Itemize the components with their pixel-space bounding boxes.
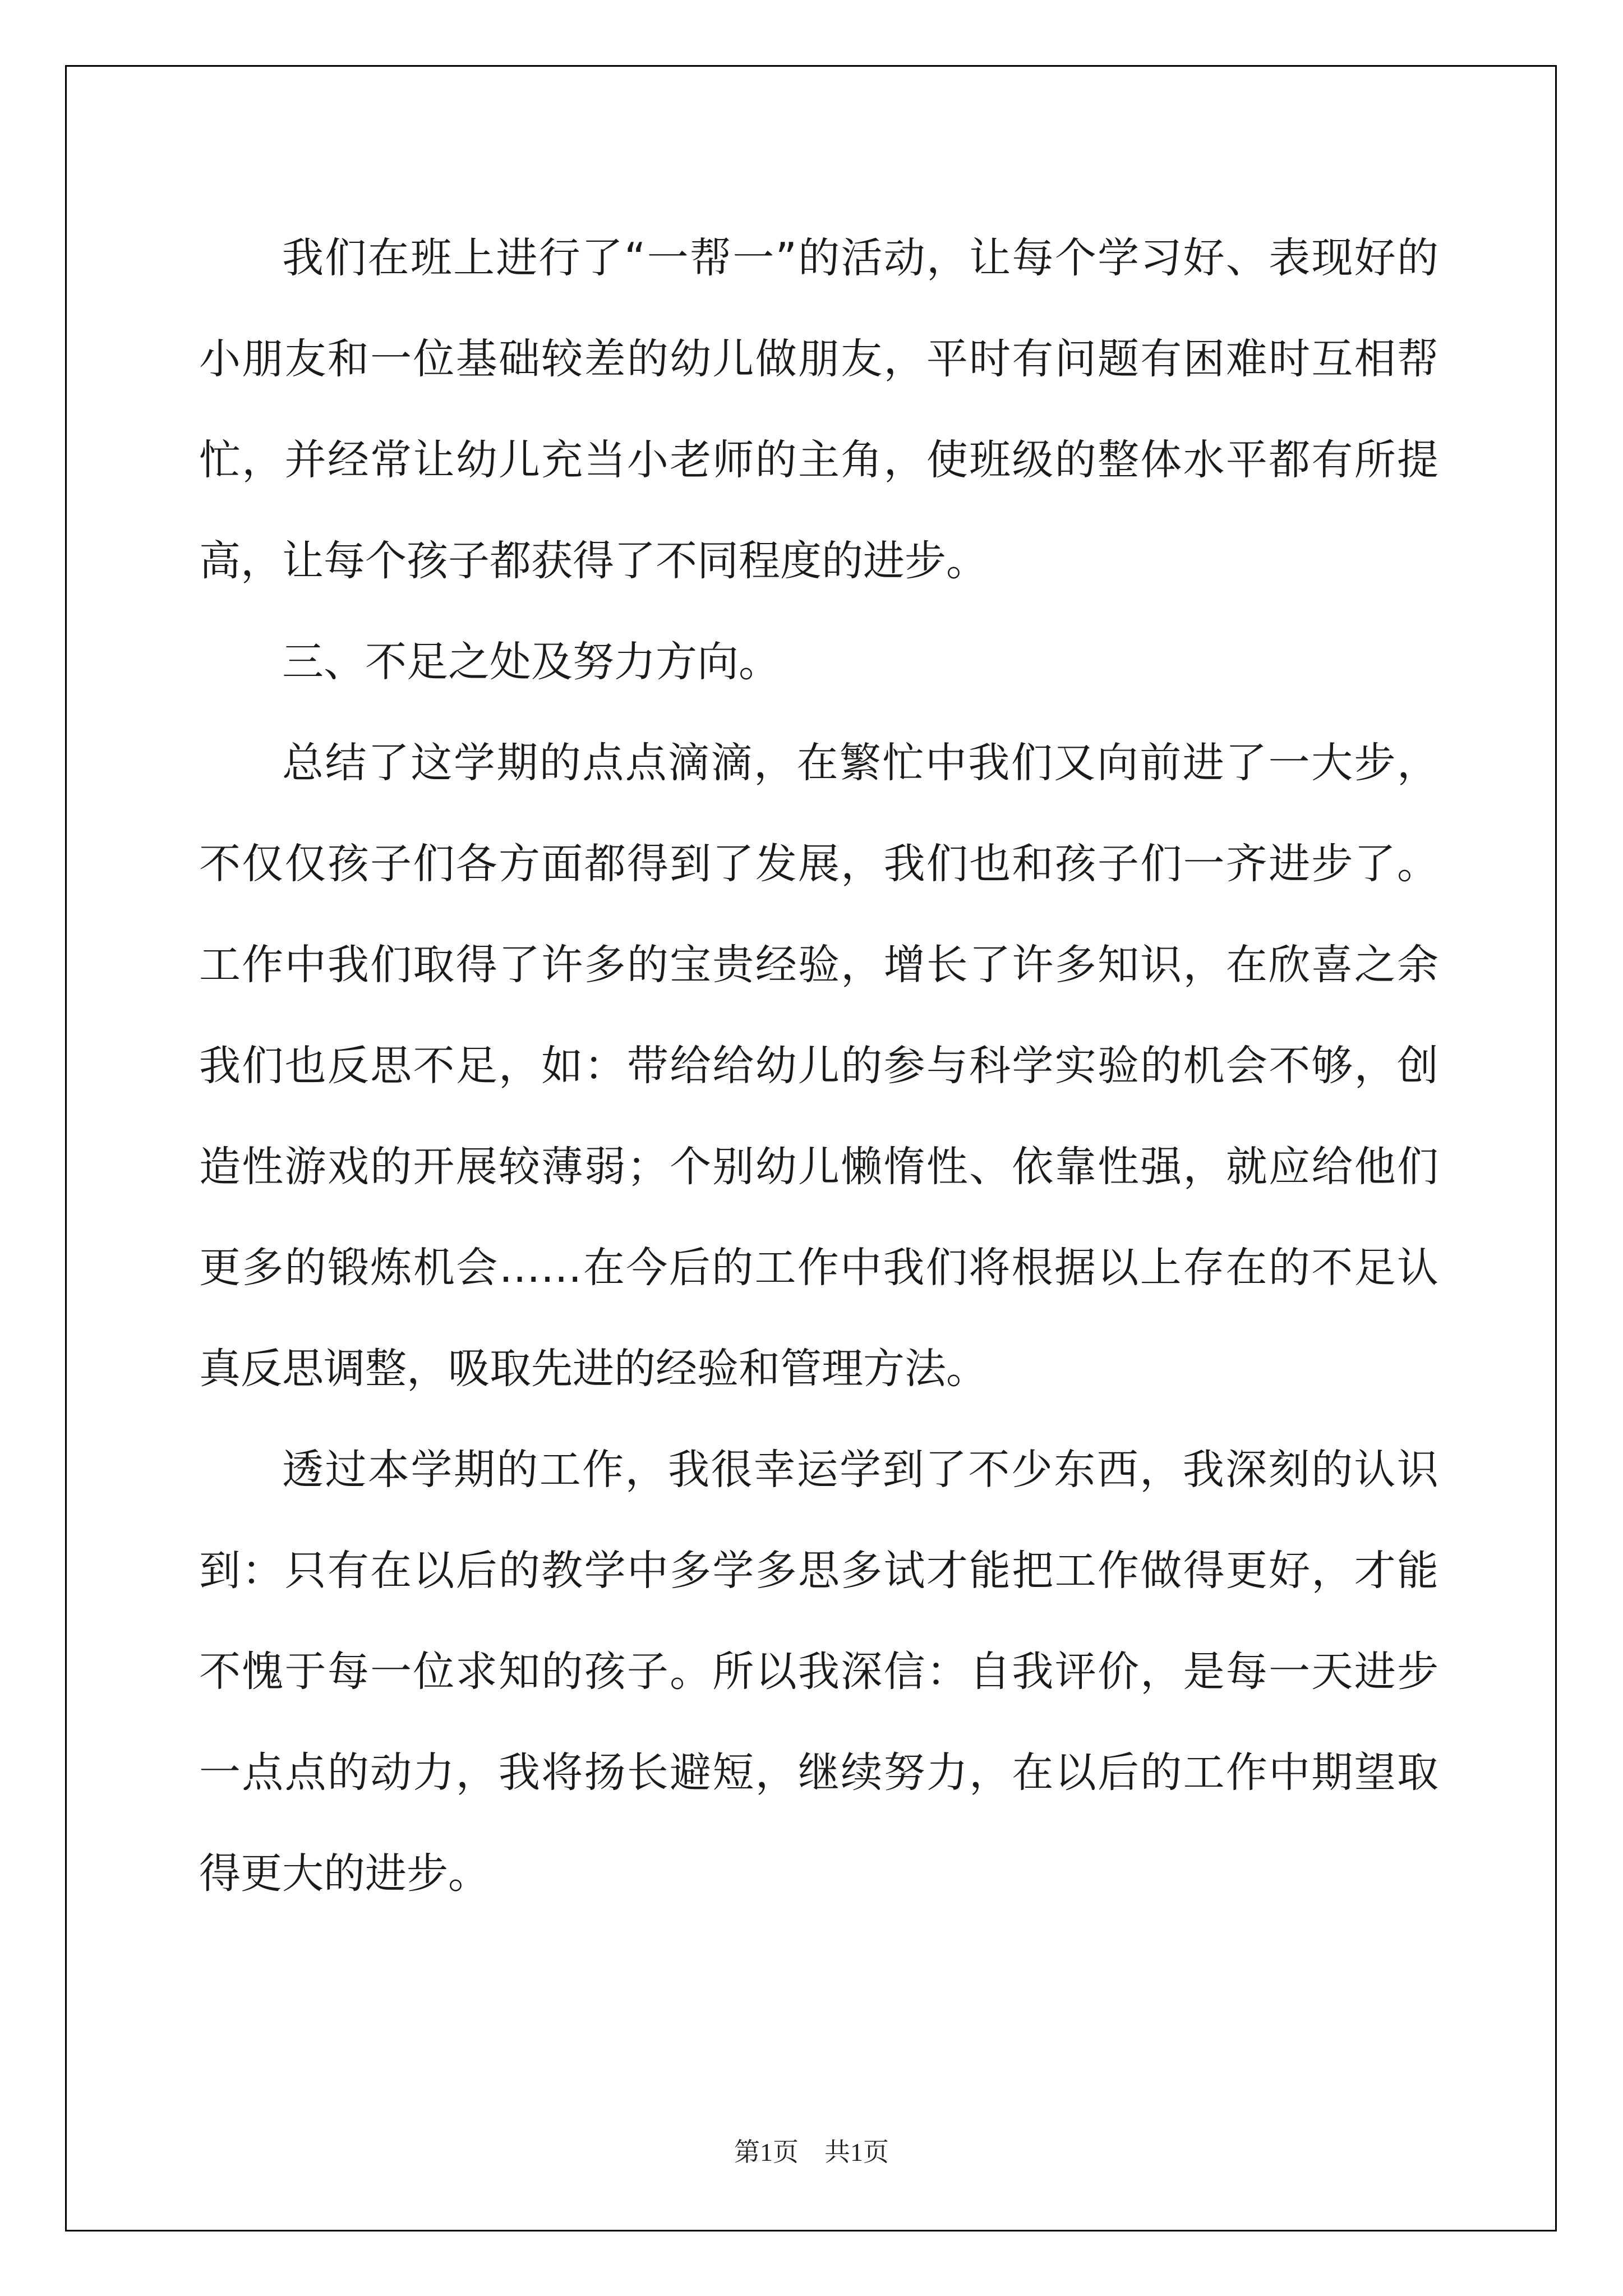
section-heading-shortcomings: 三、不足之处及努力方向。 [282, 638, 780, 686]
paragraph-one-help-one: 我们在班上进行了“一帮一”的活动，让每个学习好、表现好的小朋友和一位基础较差的幼儿做朋友，平时有问题有困难时互相帮忙，并经常让幼儿充当小老师的主角，使班级的整体水平都有所提高，让每个孩子都获得了不同程度的进步。 [199, 234, 1438, 585]
paragraph-conclusion: 透过本学期的工作，我很幸运学到了不少东西，我深刻的认识到：只有在以后的教学中多学多思多试才能把工作做得更好，才能不愧于每一位求知的孩子。所以我深信：自我评价，是每一天进步一点点的动力，我将扬长避短，继续努力，在以后的工作中期望取得更大的进步。 [199, 1446, 1438, 1898]
document-body [199, 208, 1438, 1924]
paragraph-semester-summary: 总结了这学期的点点滴滴，在繁忙中我们又向前进了一大步，不仅仅孩子们各方面都得到了发展，我们也和孩子们一齐进步了。工作中我们取得了许多的宝贵经验，增长了许多知识，在欣喜之余我们也反思不足，如：带给给幼儿的参与科学实验的机会不够，创造性游戏的开展较薄弱；个别幼儿懒惰性、依靠性强，就应给他们更多的锻炼机会……在今后的工作中我们将根据以上存在的不足认真反思调整，吸取先进的经验和管理方法。 [199, 739, 1438, 1393]
page-number-footer: 第1页 共1页 [734, 2138, 889, 2166]
